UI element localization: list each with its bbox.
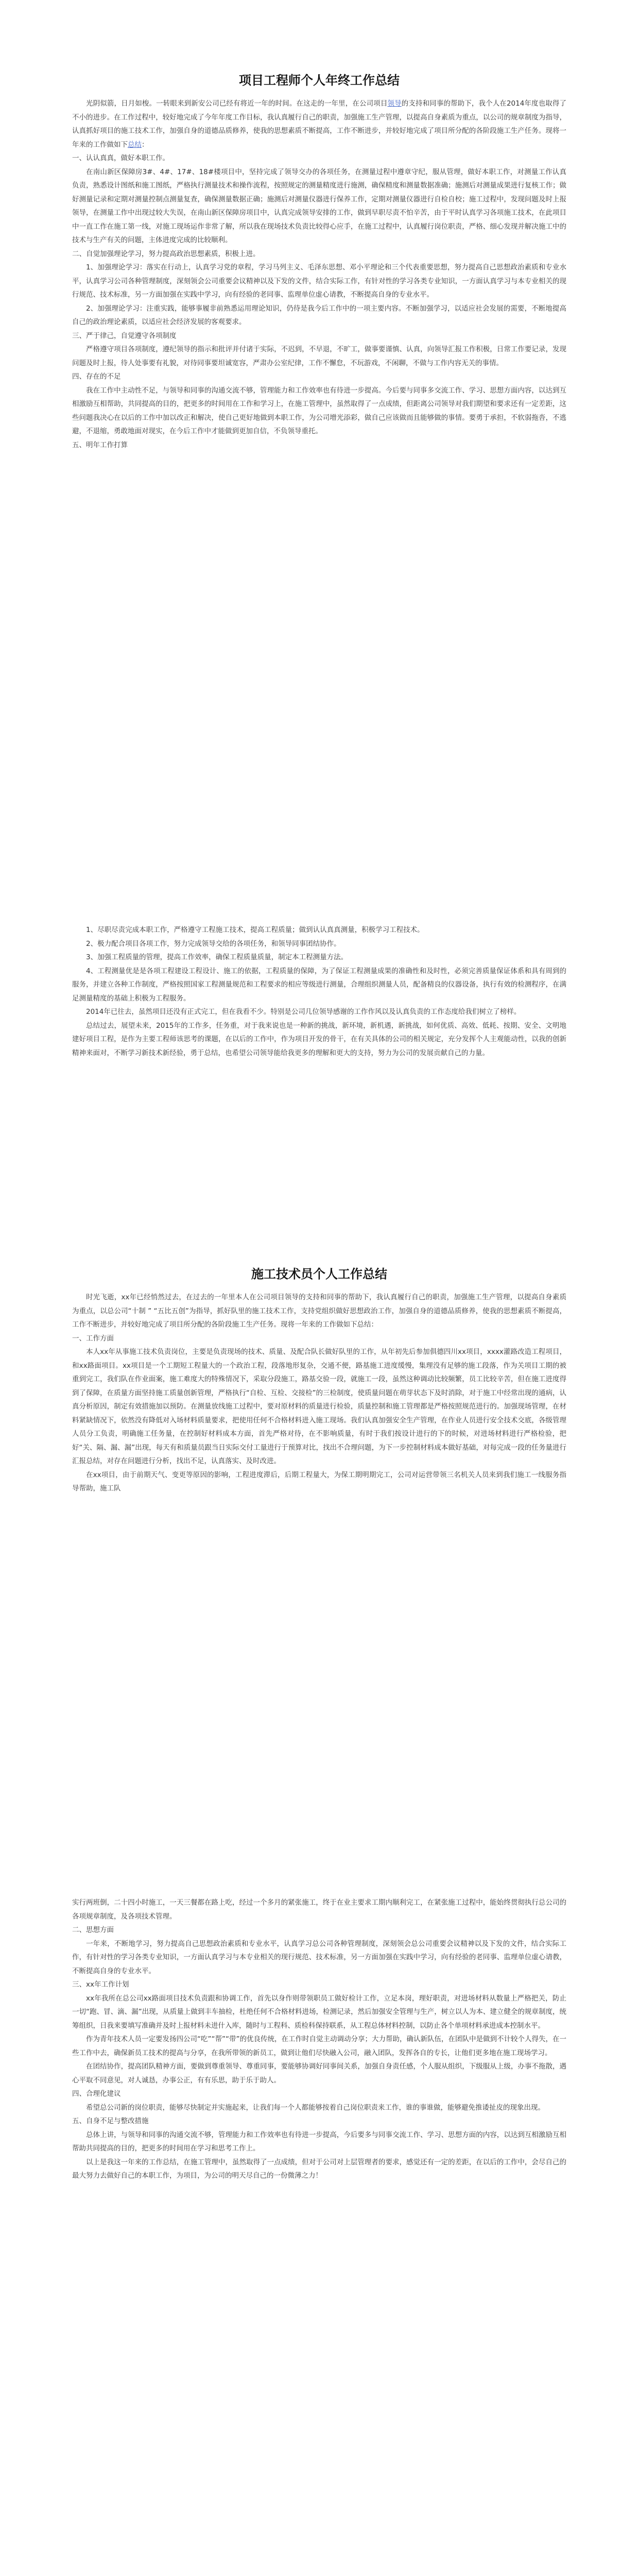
- year-end-summary-section: [72, 71, 566, 452]
- section-heading: 二、自觉加强理论学习，努力提高政治思想素质，积极上进。: [72, 249, 260, 258]
- year-end-summary-continued: [72, 923, 566, 1060]
- body-paragraph: 作为青年技术人员一定要发扬四公司“吃”“帮”“带”的优良传统，在工作时自觉主动调动分享；大力帮助，确认新队伍，在团队中是做到不计较个人得失，在一些工作中去，确保新员工技术的提高与分享，在我所带领的新员工，做到让他们尽快融入公司，融入团队，发挥各自的专长，让他们更多地在施工现场学习。: [72, 2035, 566, 2057]
- document-title: 施工技术员个人工作总结: [251, 1266, 387, 1281]
- plan-item: 2、极力配合项目各项工作，努力完成领导交给的各项任务，和领导同事团结协作。: [86, 939, 341, 948]
- body-paragraph: 以上是我这一年来的工作总结，在施工管理中，虽然取得了一点成绩，但对于公司对上层管理者的要求，感觉还有一定的差距，在以后的工作中，会尽自己的最大努力去做好自己的本职工作，为项目，为公司的明天尽自己的一份微薄之力！: [72, 2158, 566, 2180]
- document-title: 项目工程师个人年终工作总结: [239, 73, 400, 88]
- intro-paragraph: 时光飞逝，xx年已经悄然过去，在过去的一年里本人在公司项目领导的支持和同事的帮助下，我认真履行自己的职责，加强施工生产管理，以提高自身素质为重点，以总公司“十制 ” “五比五创”为指导，抓好队里的施工技术工作，支持党组织做好思想政治工作，加强自身的道德品质修养，使我的思想素质不断提高，工作不断进步，并较好地完成了项目所分配的各阶段施工生产任务。现将一年来的工作做如下总结：: [72, 1293, 566, 1329]
- body-paragraph: 严格遵守项目各项制度，遵纪领导的指示和批评并付诸于实际，不迟到，不早退，不旷工，做事要谨慎、认真，向领导汇报工作积极，日常工作要记录，发现问题及时上报，待人处事要有礼貌，对待同事要坦诚宽容，严肃办公室纪律，工作不懈怠，不玩游戏，不闲聊，不做与工作内容无关的事情。: [72, 345, 566, 367]
- body-paragraph: 在xx项目，由于前期天气、变更等原因的影响，工程进度滞后，后期工程量大，为保工期明期完工，公司对运营带领三名机关人员来到我们施工一线服务指导帮助，施工队: [72, 1470, 566, 1493]
- technician-summary-continued: [72, 1896, 566, 2183]
- plan-item: 1、尽职尽责完成本职工作，严格遵守工程施工技术，提高工程质量；做到认认真真测量，积极学习工程技术。: [86, 926, 424, 934]
- body-paragraph: 在南山新区保障房3#、4#、17#、18#楼项目中，坚持完成了领导交办的各项任务，在测量过程中遵章守纪，服从管理，做好本职工作，对测量工作认真负责，熟悉设计图纸和施工图纸，严格执行测量技术和操作流程，按照规定的测量精度进行施测，确保精度和测量数据准确；施测后对测量成果进行复核工作；做好测量记录和定期对测量控制点测量复查，确保测量数据正确；施测后对测量仪器进行保养工作，定期对测量仪器进行自检自校；施工过程中，发现问题及时上报领导，在测量工作中出现过较大失误，在南山新区保障房项目中，认真完成领导安排的工作，做到早职尽责不怕辛苦，由于平时认真学习各项施工技术，在此项目中一直工作在施工第一线，对施工现场运作非常了解，所以我在现场技术负责比较得心应手，在施工过程中，认真履行岗位职责，严格、细心发现并解决施工中的技术与生产有关的问题，主体进度完成的比较顺利。: [72, 167, 566, 244]
- body-paragraph: 一年来，不断地学习，努力提高自己思想政治素质和专业水平，认真学习总公司各种管理制度，深刻领会总公司重要会议精神以及下发的文件，结合实际工作，有针对性的学习各类专业知识，一方面认真学习与本专业相关的现行规范、技术标准，另一方面加强在实践中学习，向有经验的老同事、监理单位虚心请教，不断提高自身的专业水平。: [72, 1939, 566, 1975]
- body-paragraph: 在团结协作，提高团队精神方面，要做到尊重领导、尊重同事，要能够协调好同事间关系，加强自身责任感，个人服从组织，下级服从上级，办事不拖散，遇心平取不同意见，对人诚恳，办事公正，有有乐思，助于乐于助人。: [72, 2062, 566, 2084]
- intro-text-c: ：: [142, 140, 149, 149]
- plan-item: 4、工程测量优是是各项工程建设工程设计、施工的依据，工程质量的保障，为了保证工程测量成果的准确性和及时性，必须完善质量保证体系和具有周到的服务，并建立各种工作制度，严格按照国家工程测量规范和工程要求的相应等级进行测量，合理组织测量人员，配备精良的仪器设备，执行有效的检测程序，在满足测量精度的基础上积极为工程服务。: [72, 967, 566, 1003]
- leader-link[interactable]: 领导: [387, 99, 402, 108]
- body-paragraph: 2014年已往去，虽然项目还没有正式完工，但在我看不少。特别是公司几位领导感谢的工作作风以及认真负责的工作态度给我们树立了榜样。: [86, 1008, 521, 1016]
- intro-text-b: 的支持和同事的帮助下，我个人在2014年度也取得了不小的进步。在工作过程中，较好地完成了今年年度工作目标，我认真履行自己的职责，加强施工生产管理，以提高自身素质为重点，以公司的规章制度为指导，认真抓好项目的施工技术工作，加强自身的道德品质修养，使我的思想素质不断提高，工作不断进步，并较好地完成了项目所分配的各阶段施工生产任务。现将一年来的工作做如下: [72, 99, 567, 149]
- section-heading: 五、明年工作打算: [72, 440, 128, 449]
- body-paragraph: 我在工作中主动性不足，与领导和同事的沟通交流不够，管理能力和工作效率也有待进一步提高。今后要与同事多交流工作、学习、思想方面内容，以达到互相激励互相帮助，共同提高的目的，把更多的时间用在工作和学习上，在施工管理中，虽然取得了一点成绩，但距离公司领导对我们期望和要求还有一定差距，这些问题我决心在以后的工作中加以改正和解决，使自己更好地做到本职工作，为公司增光添彩，做自己应该做而且能够做的事情。要勇于承担，不软弱拖沓，不逃避，不退缩，勇敢地面对现实，在今后工作中才能做到更加自信，不负领导重托。: [72, 386, 566, 435]
- section-heading: 一、工作方面: [72, 1334, 114, 1343]
- section-heading: 五、自身不足与整改措施: [72, 2117, 149, 2125]
- section-heading: 一、认认真真，做好本职工作。: [72, 154, 169, 162]
- section-heading: 四、合理化建议: [72, 2090, 121, 2098]
- summary-link[interactable]: 总结: [128, 140, 142, 149]
- body-paragraph: 实行两班倒，二十四小时施工，一天三餐都在路上吃，经过一个多月的紧张施工，终于在业主要求工期内顺利完工，在紧张施工过程中，能始终贯彻执行总公司的各项规章制度，及各项技术管理。: [72, 1899, 566, 1921]
- body-paragraph: 1、加强理论学习：落实在行动上，认真学习党的章程，学习马列主义、毛泽东思想、邓小平理论和三个代表重要思想，努力提高自己思想政治素质和专业水平，认真学习公司各种管理制度，深刻领会公司重要会议精神以及下发的文件，结合实际工作，有针对性的学习各类专业知识，一方面认真学习与本专业相关的现行规范、技术标准，另一方面加强在实践中学习，向有经验的老同事、监理单位虚心请教，不断提高自身的专业水平。: [72, 263, 566, 299]
- section-heading: 四、存在的不足: [72, 372, 121, 381]
- body-paragraph: 希望总公司新的岗位职责，能够尽快制定并实施起来，让我们每一个人都能够按着自己岗位职责来工作，谁的事谁做，能够避免推诿扯皮的现象出现。: [86, 2103, 545, 2112]
- body-paragraph: 总结过去，展望未来，2015年的工作多，任务重，对于我来说也是一种新的挑战，新环境，新机遇，新挑战，如何优质、高效、低耗、按期、安全、文明地建好项目工程，是作为主要工程师该思考的课题，在以后的工作中，作为项目开发的骨干，在有关具体的公司的相关规定，充分发挥个人主观能动性，以我的创新精神来面对，不断学习新技术新经验，勇于总结，也希望公司领导能给我更多的理解和更大的支持，努力为公司的发展贡献自己的力量。: [72, 1021, 566, 1057]
- body-paragraph: 总体上讲，与领导和同事的沟通交流不够，管理能力和工作效率也有待进一步提高，今后要多与同事交流工作、学习、思想方面的内容，以达到互相激励互相帮助共同提高的目的，把更多的时间用在学习和思考工作上。: [72, 2130, 566, 2153]
- plan-item: 3、加强工程质量的管理，提高工作效率，确保工程质量质量，制定本工程测量方法。: [86, 953, 348, 961]
- section-heading: 三、严于律己，自觉遵守各项制度: [72, 331, 177, 340]
- technician-summary-section: [72, 1265, 566, 1496]
- section-heading: 二、思想方面: [72, 1926, 114, 1934]
- body-paragraph: 2、加强理论学习：注重实践，能够事履非前熟悉运用理论知识，仍待是我今后工作中的一项主要内容。不断加强学习，以适应社会发展的需要，不断地提高自己的政治理论素质，以适应社会经济发展的客观要求。: [72, 304, 566, 326]
- body-paragraph: 本人xx年从事施工技术负责岗位，主要是负责现场的技术、质量、及配合队长做好队里的工作，从年初先后参加俱德四川xx项目，xxxx灌路改造工程项目，和xx路面项目。xx项目是一个工期短工程量大的一个政治工程，段落地形复杂，交通不便，路基施工进度缓慢，集理没有足够的施工段落，作为关项目工期的被重到完工，我们队在作业面案，施工难度大的特殊情况下，采取分段施工，路基交验一段，就施工一段，虽然这种调动比较频繁，员工比较辛苦，但在施工进度得到了保障，在质量方面坚持施工质量创新管理，严格执行“自检、互检、交接检”的三检制度，使质量问题在萌芽状态下及时消除，对于施工中经常出现的通病，认真分析原因，制定有效措施加以预防。在测量放线施工过程中，要对原材料的质量进行检验，质量控制和施工管理都是严格按照规范进行的。加强现场管理，在材料紧缺情况下，依然没有降低对入场材料质量要求，把使用任何不合格材料进入施工现场。我们认真加强安全生产管理，在作业人员进行安全技术交底，各级管理人员分工负责，明确施工任务量，在控制好材料成本方面，首先严格对待，在不影响质量，有时于我们按设计进行的下的时候，对进场材料进行严格检验，把好“关、隔、漏、漏”出现，每天有和质量员跟当日实际交付工量进行于预算对比，找出不合理问题，为下一步控制材料成本做好基础，对每完成一段的任务量进行汇报总结，对存在问题进行分析，找出不足，认真落实、及时改进。: [72, 1348, 566, 1465]
- intro-paragraph: [72, 97, 566, 151]
- body-paragraph: xx年我所在总公司xx路面项目技术负责跟和协调工作，首先以身作则带领职员工做好检计工作，立足本岗，理好职责，对进场材料从数量上严格把关，防止一切“跑、冒、滴、漏”出现，从质量上做到丰车抽检，杜绝任何不合格材料进场，检测记录，然后加强安全管理与生产，树立以人为本、建立健全的规章制度，统筹组织，日我来要填写准确并及时上报材料未进什入库，随时与工程科、质检科保持联系，从工程总体材料控制，以防止各个单项材料承进成本控制水平。: [72, 1994, 566, 2030]
- section-heading: 三、xx年工作计划: [72, 1980, 129, 1989]
- intro-text-a: 光阴似箭，日月如梭。一转眼来到新安公司已经有将近一年的时间。在这走的一年里，在公司项目: [86, 99, 388, 108]
